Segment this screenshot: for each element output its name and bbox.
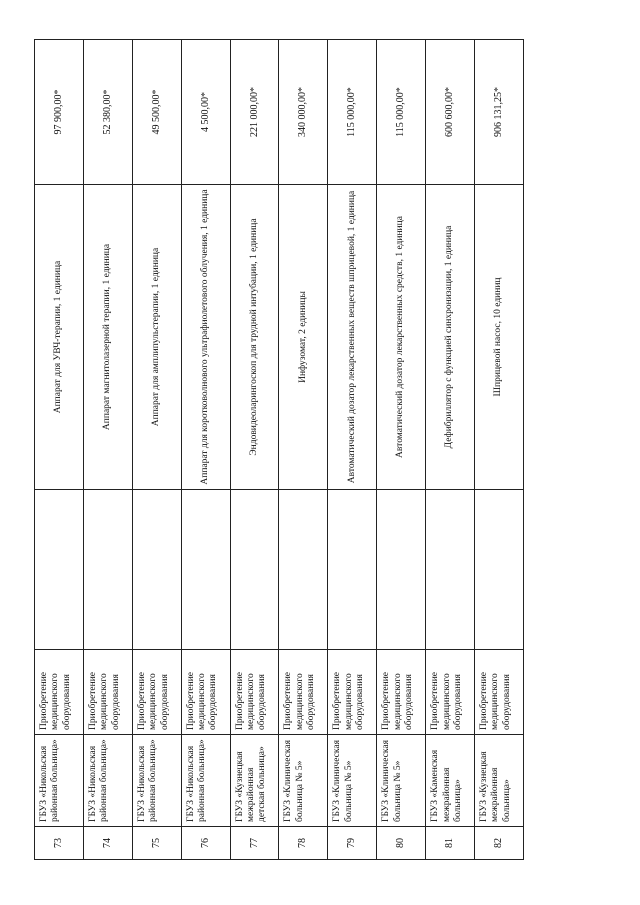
empty-cell [230,490,279,650]
item-cell: Аппарат для амплипульстерапии, 1 единица [132,185,181,490]
action-cell: Приобретение медицинского оборудования [426,650,475,735]
table-row [475,40,524,860]
table-row [426,40,475,860]
organization-cell: ГБУЗ «Кузнецкая межрайонная детская больница» [230,735,279,827]
amount-cell: 600 600,00* [426,40,475,185]
row-number: 77 [230,827,279,860]
item-cell: Шприцевой насос, 10 единиц [475,185,524,490]
rotated-page [34,40,524,860]
amount-cell: 221 000,00* [230,40,279,185]
item-cell: Инфузомат, 2 единицы [279,185,328,490]
table-row [132,40,181,860]
action-cell: Приобретение медицинского оборудования [377,650,426,735]
row-number: 80 [377,827,426,860]
table-row [35,40,84,860]
amount-cell: 4 500,00* [181,40,230,185]
item-cell: Аппарат магнитолазерной терапии, 1 единица [83,185,132,490]
empty-cell [181,490,230,650]
item-cell: Аппарат для коротковолнового ультрафиолетового облучения, 1 единица [181,185,230,490]
procurement-table [34,39,524,860]
organization-cell: ГБУЗ «Клиническая больница № 5» [377,735,426,827]
action-cell: Приобретение медицинского оборудования [35,650,84,735]
row-number: 82 [475,827,524,860]
item-cell: Дефибриллятор с функцией синхронизации, 1 единица [426,185,475,490]
action-cell: Приобретение медицинского оборудования [132,650,181,735]
organization-cell: ГБУЗ «Никольская районная больница» [83,735,132,827]
action-cell: Приобретение медицинского оборудования [279,650,328,735]
row-number: 78 [279,827,328,860]
organization-cell: ГБУЗ «Никольская районная больница» [132,735,181,827]
table-row [181,40,230,860]
organization-cell: ГБУЗ «Никольская районная больница» [35,735,84,827]
row-number: 75 [132,827,181,860]
organization-cell: ГБУЗ «Клиническая больница № 5» [279,735,328,827]
row-number: 81 [426,827,475,860]
amount-cell: 52 380,00* [83,40,132,185]
amount-cell: 115 000,00* [377,40,426,185]
table-row [83,40,132,860]
amount-cell: 115 000,00* [328,40,377,185]
action-cell: Приобретение медицинского оборудования [328,650,377,735]
item-cell: Эндовидеоларингоскоп для трудной интубации, 1 единица [230,185,279,490]
row-number: 79 [328,827,377,860]
empty-cell [377,490,426,650]
amount-cell: 97 900,00* [35,40,84,185]
empty-cell [426,490,475,650]
row-number: 76 [181,827,230,860]
empty-cell [475,490,524,650]
amount-cell: 340 000,00* [279,40,328,185]
organization-cell: ГБУЗ «Никольская районная больница» [181,735,230,827]
row-number: 74 [83,827,132,860]
action-cell: Приобретение медицинского оборудования [230,650,279,735]
organization-cell: ГБУЗ «Клиническая больница № 5» [328,735,377,827]
organization-cell: ГБУЗ «Кузнецкая межрайонная больница» [475,735,524,827]
item-cell: Автоматический дозатор лекарственных средств, 1 единица [377,185,426,490]
table-row [377,40,426,860]
action-cell: Приобретение медицинского оборудования [181,650,230,735]
empty-cell [328,490,377,650]
empty-cell [132,490,181,650]
amount-cell: 49 500,00* [132,40,181,185]
organization-cell: ГБУЗ «Каменская межрайонная больница» [426,735,475,827]
empty-cell [279,490,328,650]
row-number: 73 [35,827,84,860]
item-cell: Автоматический дозатор лекарственных веществ шприцевой, 1 единица [328,185,377,490]
table-row [328,40,377,860]
action-cell: Приобретение медицинского оборудования [475,650,524,735]
empty-cell [35,490,84,650]
amount-cell: 906 131,25* [475,40,524,185]
table-row [279,40,328,860]
table-row [230,40,279,860]
empty-cell [83,490,132,650]
action-cell: Приобретение медицинского оборудования [83,650,132,735]
item-cell: Аппарат для УВЧ-терапии, 1 единица [35,185,84,490]
